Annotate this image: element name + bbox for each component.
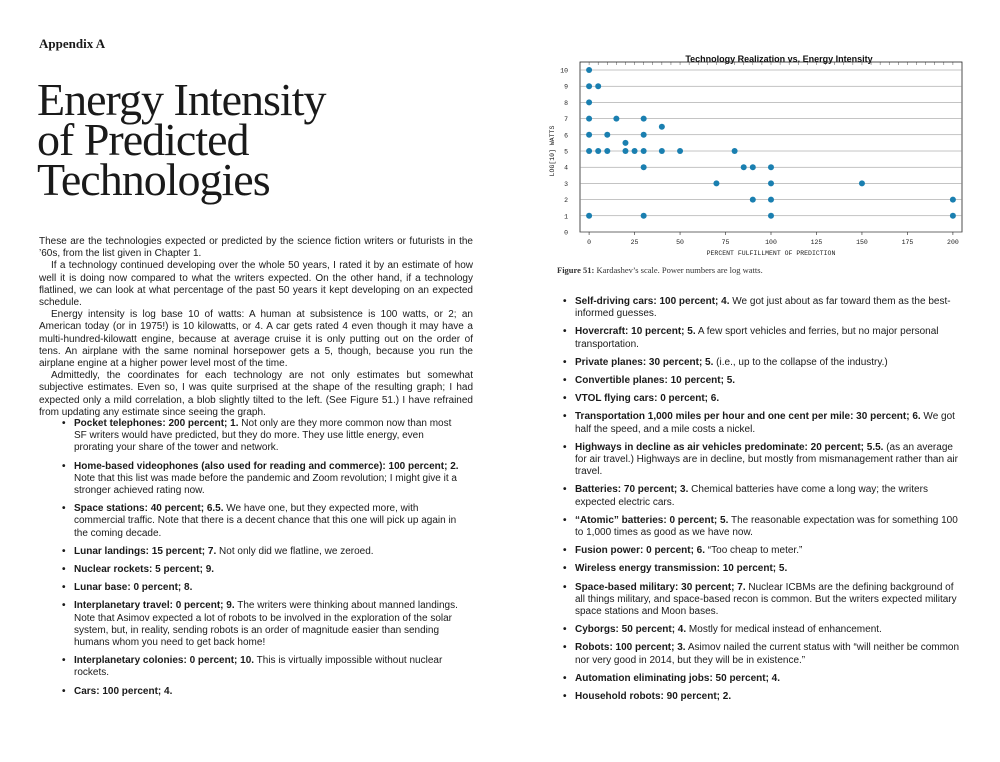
data-point: [604, 148, 610, 154]
item-body: We got half the speed, and a mile costs a nickel.: [575, 411, 955, 435]
x-tick-label: 200: [947, 239, 959, 246]
x-tick-label: 25: [630, 239, 639, 246]
paragraph: Admittedly, the coordinates for each technology are not only estimates but somewhat subjective estimates. Even so, I was quite surprised at the shape of the resulting graph; I had expected only a mild correlation, a blob slightly tilted to the left. (See Figure 51.) I have refrained from updating any estimate since seeing the graph.: [39, 370, 473, 418]
list-item: [563, 442, 963, 479]
title-line: Energy Intensity: [37, 74, 326, 125]
item-heading: Transportation 1,000 miles per hour and one cent per mile: 30 percent; 6.: [575, 411, 921, 423]
technology-list-left: [62, 418, 462, 704]
item-body: Nuclear ICBMs are the defining background of all things military, and space-based recon is common. But the writers expected military space stations and Moon bases.: [575, 581, 957, 618]
item-body: (i.e., up to the collapse of the industry.): [713, 356, 888, 368]
list-item: [62, 564, 462, 576]
y-axis-label: LOG[10] WATTS: [549, 125, 556, 177]
item-heading: Cyborgs: 50 percent; 4.: [575, 624, 687, 636]
item-body: The reasonable expectation was for something 100 to 1,000 times as good as we have now.: [575, 514, 958, 539]
list-item: [62, 655, 462, 679]
item-heading: Interplanetary colonies: 0 percent; 10.: [74, 655, 255, 667]
list-item: [563, 296, 963, 320]
data-point: [586, 148, 592, 154]
data-point: [586, 67, 592, 73]
paragraph: Energy intensity is log base 10 of watts: A human at subsistence is 100 watts, or 2; an American today (or in 1975!) is 10 kilowatts, or 4. A car gets rated 4 even though it may have a multi-hundred-kilowatt engine, because at average cruise it is only putting out on the order of tens. An airplane with the same nominal horsepower gets a 5, though, because you run the airplane engine at a higher power level most of the time.: [39, 309, 473, 370]
item-heading: VTOL flying cars: 0 percent; 6.: [575, 393, 720, 405]
item-body: “Too cheap to meter.”: [705, 545, 803, 557]
data-point: [586, 99, 592, 105]
list-item: [563, 563, 963, 575]
x-tick-label: 150: [856, 239, 868, 246]
item-heading: Robots: 100 percent; 3.: [575, 642, 686, 654]
figure-caption: [557, 265, 763, 275]
data-point: [659, 148, 665, 154]
data-point: [613, 116, 619, 122]
list-item: [563, 642, 963, 666]
x-tick-label: 125: [810, 239, 823, 246]
data-point: [768, 180, 774, 186]
data-point: [950, 197, 956, 203]
list-item: [563, 393, 963, 405]
chart-title: Technology Realization vs. Energy Intensity: [685, 54, 873, 64]
paragraph: If a technology continued developing over the whole 50 years, I rated it by an estimate of how well it is doing now compared to what the writers expected. On the other hand, if a technology flatlined, we can look at what percentage of the past 50 years it kept developing on an expected schedule.: [39, 260, 473, 309]
caption-text: Kardashev’s scale. Power numbers are log watts.: [594, 265, 763, 275]
chapter-title: [37, 74, 477, 205]
running-header: Appendix A: [39, 36, 106, 51]
x-tick-label: 75: [721, 239, 730, 246]
item-heading: Wireless energy transmission: 10 percent; 5.: [575, 563, 788, 575]
data-point: [768, 164, 774, 170]
item-heading: Automation eliminating jobs: 50 percent; 4.: [575, 672, 781, 684]
data-point: [677, 148, 683, 154]
item-body: Note that this list was made before the pandemic and Zoom revolution; I might give it a stronger achieved rating now.: [74, 472, 457, 497]
list-item: [62, 503, 462, 540]
y-tick-label: 1: [564, 213, 568, 221]
list-item: [62, 461, 462, 498]
y-tick-label: 5: [564, 148, 568, 156]
item-body: Not only did we flatline, we zeroed.: [216, 545, 374, 557]
item-body: (as an average for air travel.) Highways are in decline, but mostly from mismanagement rather than air travel.: [575, 441, 958, 478]
list-item: [563, 515, 963, 539]
item-heading: Nuclear rockets: 5 percent; 9.: [74, 564, 215, 576]
list-item: [563, 411, 963, 435]
list-item: [563, 326, 963, 350]
x-tick-label: 0: [587, 239, 592, 246]
technology-list-right: [563, 296, 963, 709]
y-tick-label: 3: [564, 180, 568, 188]
plot-frame: [580, 62, 962, 232]
data-point: [750, 197, 756, 203]
item-heading: Convertible planes: 10 percent; 5.: [575, 375, 736, 387]
data-point: [586, 83, 592, 89]
y-tick-label: 10: [560, 67, 568, 75]
data-point: [622, 148, 628, 154]
data-point: [641, 132, 647, 138]
list-item: [563, 691, 963, 703]
data-point: [741, 164, 747, 170]
list-item: [62, 418, 462, 455]
scatter-chart: [540, 50, 970, 262]
data-point: [595, 83, 601, 89]
item-body: This is virtually impossible without nuclear rockets.: [74, 655, 443, 679]
item-body: We have one, but they expected more, with commercial traffic. Note that there is a decent chance that this one will pick up again in the coming decade.: [74, 503, 457, 539]
item-body: Asimov nailed the current status with “will neither be common nor very good in 2014, but they will be in existence.”: [575, 642, 960, 666]
item-heading: Private planes: 30 percent; 5.: [575, 356, 714, 368]
x-tick-label: 100: [765, 239, 777, 246]
item-heading: Space-based military: 30 percent; 7.: [575, 581, 746, 593]
data-point: [586, 116, 592, 122]
y-tick-label: 2: [564, 197, 568, 205]
item-body: Chemical batteries have come a long way; the writers expected electric cars.: [575, 484, 928, 508]
y-tick-label: 9: [564, 83, 568, 91]
intro-text: [39, 236, 473, 419]
x-tick-label: 50: [676, 239, 684, 246]
y-tick-label: 6: [564, 132, 568, 140]
item-heading: Pocket telephones: 200 percent; 1.: [74, 418, 239, 429]
list-item: [62, 582, 462, 594]
item-body: Not only are they more common now than most SF writers would have predicted, but they do more. They use little energy, even prorating your share of the tower and network.: [74, 418, 452, 454]
item-body: The writers were thinking about manned landings. Note that Asimov expected a lot of robots to be involved in the exploration of the solar system, but, in reality, sending robots is an order of magnitude easier than sending humans whom you need to get back home!: [74, 600, 458, 649]
list-item: [563, 624, 963, 636]
x-tick-label: 175: [901, 239, 914, 246]
item-heading: Hovercraft: 10 percent; 5.: [575, 326, 696, 338]
item-heading: Cars: 100 percent; 4.: [74, 685, 173, 697]
list-item: [563, 484, 963, 508]
data-point: [586, 132, 592, 138]
item-heading: Space stations: 40 percent; 6.5.: [74, 503, 224, 515]
data-point: [604, 132, 610, 138]
caption-label: Figure 51:: [557, 265, 595, 275]
data-point: [641, 116, 647, 122]
list-item: [563, 582, 963, 619]
data-point: [713, 180, 719, 186]
title-line: Technologies: [37, 154, 270, 205]
data-point: [622, 140, 628, 146]
item-body: A few sport vehicles and ferries, but no major personal transportation.: [575, 326, 939, 350]
y-tick-label: 7: [564, 116, 568, 124]
x-axis-label: PERCENT FULFILLMENT OF PREDICTION: [706, 250, 836, 257]
item-heading: Lunar base: 0 percent; 8.: [74, 582, 193, 594]
data-point: [768, 213, 774, 219]
list-item: [62, 600, 462, 649]
data-point: [732, 148, 738, 154]
paragraph: These are the technologies expected or predicted by the science fiction writers or futurists in the ’60s, from the list given in Chapter 1.: [39, 236, 473, 260]
item-heading: Interplanetary travel: 0 percent; 9.: [74, 600, 235, 612]
data-point: [586, 213, 592, 219]
item-heading: Lunar landings: 15 percent; 7.: [74, 545, 217, 557]
item-heading: Home-based videophones (also used for reading and commerce): 100 percent; 2.: [74, 460, 459, 472]
item-heading: “Atomic” batteries: 0 percent; 5.: [575, 514, 729, 526]
item-body: We got just about as far toward them as the best-informed guesses.: [575, 296, 951, 320]
y-tick-label: 4: [564, 164, 568, 172]
list-item: [62, 546, 462, 558]
item-heading: Batteries: 70 percent; 3.: [575, 484, 689, 496]
title-line: of Predicted: [37, 114, 249, 165]
data-point: [768, 197, 774, 203]
data-point: [641, 213, 647, 219]
list-item: [563, 673, 963, 685]
item-heading: Fusion power: 0 percent; 6.: [575, 545, 706, 557]
item-body: Mostly for medical instead of enhancement.: [686, 624, 882, 636]
data-point: [641, 148, 647, 154]
list-item: [563, 545, 963, 557]
data-point: [859, 180, 865, 186]
data-point: [659, 124, 665, 130]
item-heading: Highways in decline as air vehicles predominate: 20 percent; 5.5.: [575, 441, 884, 453]
data-point: [641, 164, 647, 170]
data-point: [632, 148, 638, 154]
list-item: [563, 357, 963, 369]
item-heading: Household robots: 90 percent; 2.: [575, 691, 732, 703]
y-tick-label: 0: [564, 229, 568, 237]
y-tick-label: 8: [564, 99, 568, 107]
data-point: [950, 213, 956, 219]
data-point: [595, 148, 601, 154]
item-heading: Self-driving cars: 100 percent; 4.: [575, 296, 730, 307]
list-item: [563, 375, 963, 387]
list-item: [62, 686, 462, 698]
data-point: [750, 164, 756, 170]
